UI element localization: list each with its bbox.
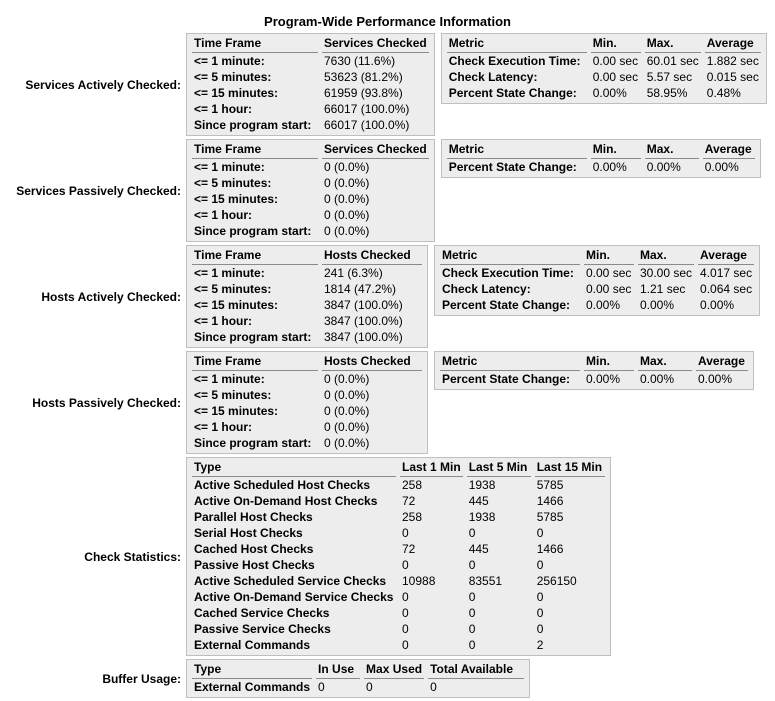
column-header: Total Available [428,662,524,679]
cell-value: 0.015 sec [706,70,759,84]
cell-value: 7630 (11.6%) [324,54,396,68]
page-title: Program-Wide Performance Information [264,14,511,29]
cell-value: 1938 [468,478,496,492]
table-row [447,160,755,175]
cell-value: 0 [468,606,476,620]
cell-value: 0 [402,622,409,636]
metric-table [434,351,754,390]
row-label: Percent State Change: [448,86,577,100]
column-header: Time Frame [192,36,318,53]
cell-value: 66017 (100.0%) [324,102,410,116]
row-label: Since program start: [194,436,312,450]
column-header: Average [698,248,754,265]
column-header: Services Checked [322,142,429,159]
table-row [192,680,524,695]
table-row [192,542,605,557]
cell-value: 0 [468,622,476,636]
cell-value: 72 [402,542,416,556]
cell-value: 0.00 sec [592,54,639,68]
cell-value: 5785 [536,510,564,524]
timeframe-table [186,351,428,454]
section-label: Services Actively Checked: [25,77,181,92]
row-label: Active On-Demand Service Checks [194,590,394,604]
cell-value: 72 [402,494,416,508]
header-row [192,36,429,53]
cell-value: 0 [402,558,409,572]
cell-value: 0.48% [706,86,741,100]
row-label: <= 1 hour: [194,420,253,434]
table-row [192,176,429,191]
cell-value: 0.00 sec [592,70,639,84]
cell-value: 0 (0.0%) [324,420,370,434]
table-row [192,70,429,85]
cell-value: 0 [402,526,409,540]
row-label: <= 5 minutes: [194,176,272,190]
section-services-actively-checked [0,33,775,136]
table-row [192,160,429,175]
row-label: <= 1 hour: [194,102,253,116]
cell-value: 3847 (100.0%) [324,330,403,344]
cell-value: 0 [468,638,476,652]
cell-value: 0 [430,680,437,694]
section-tables [186,33,767,136]
table-row [192,298,422,313]
cell-value: 0 (0.0%) [324,436,370,450]
cell-value: 0 [402,606,409,620]
column-header: Min. [591,36,641,53]
column-header: Min. [584,248,634,265]
column-header: Min. [591,142,641,159]
row-label: Check Execution Time: [442,266,574,280]
table-row [192,478,605,493]
row-label: Cached Host Checks [194,542,314,556]
column-header: Average [705,36,761,53]
cell-value: 1466 [536,494,564,508]
cell-value: 5.57 sec [646,70,693,84]
cell-value: 0.00 sec [586,266,632,280]
section-label: Buffer Usage: [102,671,181,686]
cell-value: 241 (6.3%) [324,266,383,280]
header-row [192,662,524,679]
row-label: Passive Host Checks [194,558,315,572]
cell-value: 0 (0.0%) [324,176,370,190]
row-label: <= 5 minutes: [194,388,272,402]
section-tables [186,351,754,454]
cell-value: 1.21 sec [640,282,686,296]
cell-value: 0 [468,526,476,540]
cell-value: 83551 [468,574,503,588]
section-label: Hosts Passively Checked: [32,395,181,410]
row-label: Since program start: [194,330,312,344]
cell-value: 0.00% [640,298,675,312]
column-header: Average [696,354,748,371]
table-row [192,574,605,589]
cell-value: 60.01 sec [646,54,699,68]
section-label: Hosts Actively Checked: [41,289,181,304]
column-header: Max Used [364,662,424,679]
row-label: Active Scheduled Service Checks [194,574,387,588]
row-label: <= 1 minute: [194,160,265,174]
section-tables [186,245,760,348]
row-label: Active Scheduled Host Checks [194,478,371,492]
row-label: Check Latency: [448,70,538,84]
column-header: Time Frame [192,354,318,371]
table-row [440,372,748,387]
cell-value: 0 (0.0%) [324,388,370,402]
cell-value: 0 (0.0%) [324,372,370,386]
table-row [192,638,605,653]
report-body [0,33,775,698]
timeframe-table [186,33,435,136]
column-header: Average [703,142,755,159]
row-label: Percent State Change: [442,372,571,386]
cell-value: 0 (0.0%) [324,404,370,418]
cell-value: 0 [536,590,544,604]
cell-value: 0 (0.0%) [324,160,370,174]
header-row [440,354,748,371]
cell-value: 0 [536,526,544,540]
row-label: Check Execution Time: [448,54,581,68]
table-row [192,526,605,541]
cell-value: 0 [468,590,476,604]
cell-value: 0.00% [592,160,627,174]
header-row [192,354,422,371]
cell-value: 10988 [402,574,436,588]
table-row [192,606,605,621]
row-label: Since program start: [194,118,312,132]
table-row [192,510,605,525]
cell-value: 0 [536,606,544,620]
cell-value: 0.00% [640,372,675,386]
column-header: Metric [447,142,587,159]
metric-table [441,33,767,104]
cell-value: 5785 [536,478,564,492]
cell-value: 256150 [536,574,577,588]
column-header: Max. [638,354,692,371]
cell-value: 0 (0.0%) [324,224,370,238]
cell-value: 61959 (93.8%) [324,86,403,100]
cell-value: 0.00% [586,298,621,312]
stats-table [186,457,611,656]
row-label: Passive Service Checks [194,622,331,636]
table-row [192,118,429,133]
table-row [447,54,761,69]
row-label: Serial Host Checks [194,526,303,540]
metric-table [441,139,761,178]
row-label: External Commands [194,638,311,652]
table-row [192,494,605,509]
column-header: Max. [645,142,699,159]
section-buffer-usage [0,659,775,698]
table-row [192,558,605,573]
column-header: Type [192,460,396,477]
table-row [192,192,429,207]
row-label: <= 15 minutes: [194,298,279,312]
table-row [447,86,761,101]
table-row [192,388,422,403]
cell-value: 0 [536,558,544,572]
row-label: <= 5 minutes: [194,282,272,296]
row-label: Cached Service Checks [194,606,330,620]
cell-value: 1814 (47.2%) [324,282,397,296]
cell-value: 0 [402,590,409,604]
cell-value: 0 (0.0%) [324,192,370,206]
cell-value: 1.882 sec [706,54,759,68]
cell-value: 0.064 sec [700,282,753,296]
header-row [192,142,429,159]
cell-value: 0.00% [592,86,627,100]
row-label: <= 15 minutes: [194,86,279,100]
section-hosts-actively-checked [0,245,775,348]
column-header: Hosts Checked [322,248,422,265]
row-label: <= 1 hour: [194,314,253,328]
header-row [440,248,754,265]
cell-value: 0.00% [700,298,735,312]
table-row [440,282,754,297]
row-label: Since program start: [194,224,312,238]
column-header: In Use [316,662,360,679]
cell-value: 3847 (100.0%) [324,314,403,328]
column-header: Metric [447,36,587,53]
column-header: Last 1 Min [400,460,463,477]
table-row [440,266,754,281]
column-header: Time Frame [192,248,318,265]
cell-value: 258 [402,510,423,524]
table-row [192,102,429,117]
section-check-statistics [0,457,775,656]
section-hosts-passively-checked [0,351,775,454]
table-row [192,54,429,69]
cell-value: 0 [536,622,544,636]
section-label: Check Statistics: [84,549,181,564]
cell-value: 2 [536,638,544,652]
cell-value: 3847 (100.0%) [324,298,403,312]
table-row [192,372,422,387]
header-row [192,460,605,477]
row-label: <= 1 hour: [194,208,253,222]
section-services-passively-checked [0,139,775,242]
cell-value: 66017 (100.0%) [324,118,410,132]
table-row [192,622,605,637]
column-header: Max. [638,248,694,265]
table-row [192,86,429,101]
row-label: Check Latency: [442,282,531,296]
row-label: <= 15 minutes: [194,404,279,418]
row-label: Percent State Change: [442,298,571,312]
row-label: Active On-Demand Host Checks [194,494,378,508]
cell-value: 58.95% [646,86,688,100]
timeframe-table [186,139,435,242]
cell-value: 30.00 sec [640,266,693,280]
header-row [447,142,755,159]
timeframe-table [186,245,428,348]
column-header: Max. [645,36,701,53]
column-header: Metric [440,354,580,371]
cell-value: 445 [468,542,489,556]
section-tables [186,659,530,698]
table-row [192,420,422,435]
column-header: Metric [440,248,580,265]
cell-value: 258 [402,478,423,492]
table-row [192,330,422,345]
cell-value: 0 [366,680,373,694]
buffer-table [186,659,530,698]
column-header: Hosts Checked [322,354,422,371]
row-label: <= 1 minute: [194,372,265,386]
column-header: Last 5 Min [467,460,531,477]
row-label: <= 5 minutes: [194,70,272,84]
section-label: Services Passively Checked: [16,183,181,198]
header-row [447,36,761,53]
cell-value: 4.017 sec [700,266,753,280]
table-row [447,70,761,85]
table-row [192,266,422,281]
cell-value: 0.00 sec [586,282,632,296]
section-tables [186,457,611,656]
row-label: <= 1 minute: [194,54,265,68]
table-row [192,282,422,297]
cell-value: 0.00% [586,372,621,386]
table-row [440,298,754,313]
column-header: Min. [584,354,634,371]
table-row [192,590,605,605]
header-row [192,248,422,265]
cell-value: 0 [402,638,409,652]
table-row [192,436,422,451]
section-tables [186,139,761,242]
cell-value: 0 [318,680,325,694]
table-row [192,314,422,329]
row-label: External Commands [194,680,311,694]
cell-value: 445 [468,494,489,508]
cell-value: 0.00% [704,160,739,174]
cell-value: 0.00% [646,160,681,174]
cell-value: 53623 (81.2%) [324,70,403,84]
cell-value: 1466 [536,542,564,556]
row-label: Parallel Host Checks [194,510,313,524]
metric-table [434,245,760,316]
cell-value: 0.00% [698,372,733,386]
table-row [192,224,429,239]
cell-value: 0 (0.0%) [324,208,370,222]
column-header: Time Frame [192,142,318,159]
cell-value: 1938 [468,510,496,524]
table-row [192,404,422,419]
column-header: Last 15 Min [535,460,605,477]
row-label: Percent State Change: [448,160,577,174]
column-header: Type [192,662,312,679]
row-label: <= 15 minutes: [194,192,279,206]
column-header: Services Checked [322,36,429,53]
table-row [192,208,429,223]
cell-value: 0 [468,558,476,572]
row-label: <= 1 minute: [194,266,265,280]
